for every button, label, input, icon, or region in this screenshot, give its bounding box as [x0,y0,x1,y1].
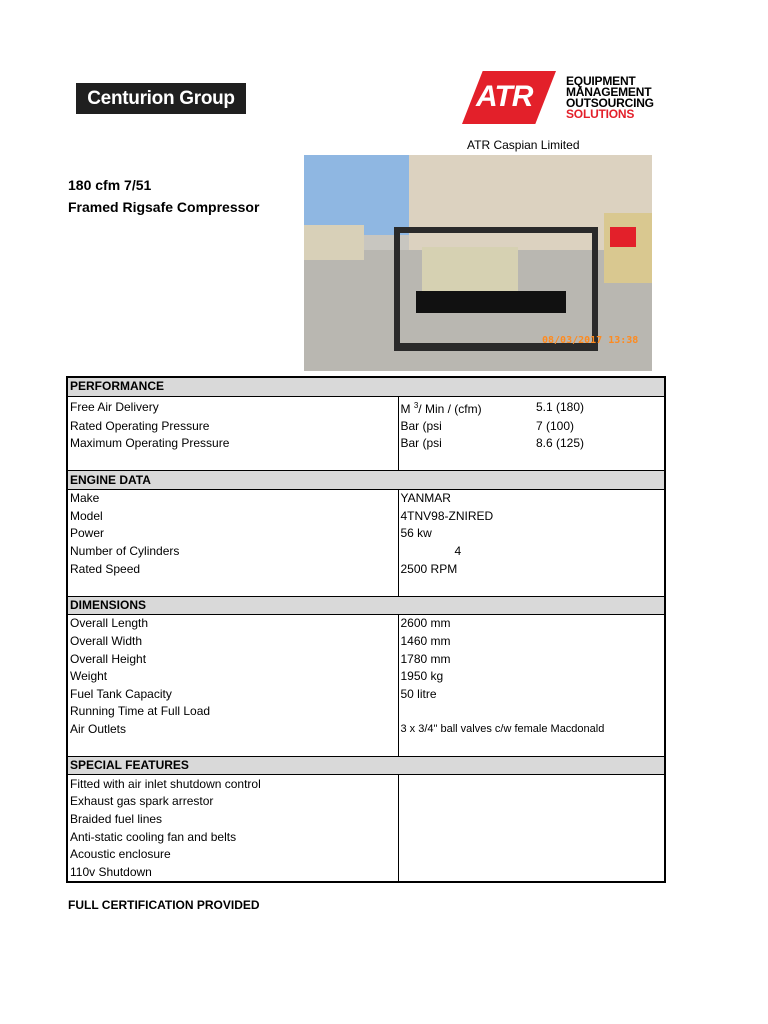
row-value: 5.1 (180) [536,399,585,414]
section-title: DIMENSIONS [67,596,665,615]
photo-trailer-logo [610,227,636,247]
product-title-line1: 180 cfm 7/51 [68,177,152,193]
row-label: Maximum Operating Pressure [70,436,230,451]
row-value: 2600 mm [398,615,665,633]
product-title [68,174,259,218]
table-row [67,489,665,507]
row-label: Rated Operating Pressure [70,418,210,433]
unit-main: M [400,401,414,416]
table-row [67,775,665,793]
product-title-line2: Framed Rigsafe Compressor [68,199,260,215]
row-label: Air Outlets [70,721,127,736]
table-row [67,721,665,739]
row-label: Fuel Tank Capacity [70,686,172,701]
product-photo [304,155,652,371]
row-unit: Bar (psi [398,435,534,453]
table-row [67,435,665,453]
spec-table [66,376,666,883]
row-label: Overall Width [70,634,143,649]
section-header-performance [67,377,665,396]
spacer-row [67,578,665,596]
row-label: Number of Cylinders [70,544,180,559]
row-value: 1460 mm [398,633,665,651]
centurion-group-logo: Centurion Group [76,83,246,114]
table-row [67,828,665,846]
atr-tagline-line: OUTSOURCING [566,96,654,110]
table-row [67,615,665,633]
row-value: 1780 mm [398,650,665,668]
unit-rest: / Min / (cfm) [418,401,482,416]
row-label: Running Time at Full Load [70,704,211,719]
section-header-engine [67,471,665,490]
section-header-dimensions [67,596,665,615]
row-label: Weight [70,669,108,684]
table-row [67,543,665,561]
row-value: 50 litre [398,686,665,704]
row-label: Overall Height [70,651,147,666]
photo-compressor-unit [422,247,518,293]
row-value: 8.6 (125) [536,436,585,451]
row-label: Make [70,491,100,506]
certification-note: FULL CERTIFICATION PROVIDED [68,898,260,912]
table-row [67,525,665,543]
row-unit: Bar (psi [398,418,534,436]
row-value: 56 kw [398,525,665,543]
row-value: 4TNV98-ZNIRED [398,508,665,526]
feature-item: Acoustic enclosure [70,847,171,862]
spacer-row [67,453,665,471]
table-row [67,703,665,721]
table-row [67,633,665,651]
feature-item: Anti-static cooling fan and belts [70,829,237,844]
company-name: ATR Caspian Limited [467,138,580,152]
photo-date-stamp: 08/03/2017 13:38 [542,335,639,346]
row-value: 3 x 3/4" ball valves c/w female Macdonald [398,721,665,739]
row-value: YANMAR [398,489,665,507]
table-row [67,508,665,526]
table-row [67,863,665,882]
table-row [67,846,665,864]
section-title: SPECIAL FEATURES [67,756,665,775]
atr-tagline [566,76,654,120]
section-title: PERFORMANCE [67,377,665,396]
table-row [67,793,665,811]
row-value: 1950 kg [398,668,665,686]
table-row [67,668,665,686]
row-value: 4 [398,543,665,561]
row-value [398,703,665,721]
atr-logo-letters: ATR [476,80,533,113]
row-label: Overall Length [70,616,149,631]
row-label: Power [70,526,105,541]
row-value: 7 (100) [536,418,575,433]
table-row [67,650,665,668]
photo-sky [304,155,419,235]
feature-item: Fitted with air inlet shutdown control [70,776,261,791]
section-title: ENGINE DATA [67,471,665,490]
row-label: Free Air Delivery [70,399,159,414]
photo-trailer [604,213,652,283]
photo-fuel-tank [416,291,566,313]
spacer-row [67,738,665,756]
atr-tagline-line: EQUIPMENT [566,74,636,88]
atr-tagline-line: SOLUTIONS [566,107,635,121]
table-row [67,560,665,578]
atr-logo [462,71,662,125]
table-row [67,396,665,418]
feature-item: 110v Shutdown [70,864,152,879]
section-header-special-features [67,756,665,775]
table-row [67,686,665,704]
feature-item: Exhaust gas spark arrestor [70,794,214,809]
row-label: Model [70,508,103,523]
row-unit [398,396,534,418]
table-row [67,418,665,436]
table-row [67,811,665,829]
row-value: 2500 RPM [398,560,665,578]
feature-item: Braided fuel lines [70,811,163,826]
row-label: Rated Speed [70,561,141,576]
atr-tagline-line: MANAGEMENT [566,85,652,99]
unit-superscript: 3 [413,400,419,410]
photo-cabin [304,225,364,260]
